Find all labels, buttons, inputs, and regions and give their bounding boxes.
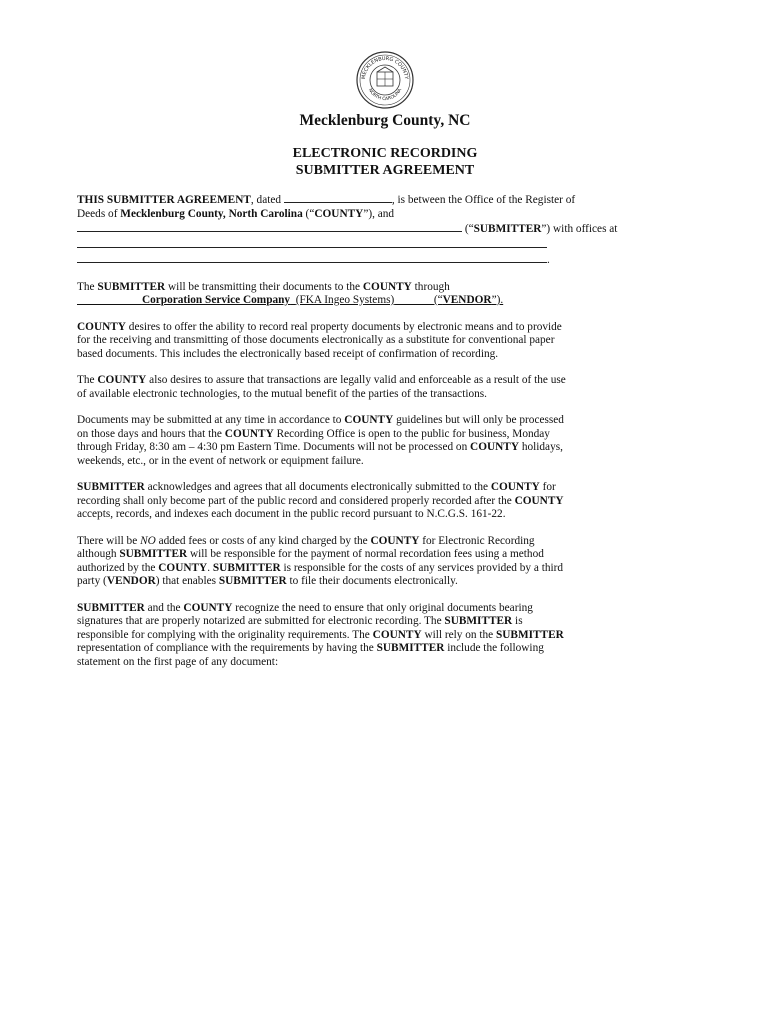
paragraph-originality: SUBMITTER and the COUNTY recognize the need to ensure that only original documents bearing signatures that are properly notarized are submitted for electronic recording. The SUBMITTER is responsible for complying with the originality requirements. The COUNTY will rely on the SUBMITTER representation of compliance with the requirements by having the SUBMITTER include the following statement on the first page of any document: — [77, 601, 564, 668]
paragraph-purpose: COUNTY desires to offer the ability to record real property documents by electronic means and to provide for the receiving and transmitting of those documents electronically as a substitute for conventional paper based documents. This includes the electronically based receipt of confirmation of recording. — [77, 320, 562, 360]
county-seal-icon — [355, 50, 415, 110]
paragraph-hours: Documents may be submitted at any time in accordance to COUNTY guidelines but will only be processed on those days and hours that the COUNTY Recording Office is open to the public for business, Monday through Friday, 8:30 am – 4:30 pm Eastern Time. Documents will not be processed on COUNTY holidays, weekends, etc., or in the event of network or equipment failure. — [77, 414, 564, 467]
document-title-line-1: ELECTRONIC RECORDING — [292, 146, 478, 161]
paragraph-fees: There will be NO added fees or costs of any kind charged by the COUNTY for Electronic Recording although SUBMITTER will be responsible for the payment of normal recordation fees using a method authorized by the COUNTY. SUBMITTER is responsible for the costs of any services provided by a third party (VENDOR) that enables SUBMITTER to file their documents electronically. — [77, 534, 564, 587]
county-title: Mecklenburg County, NC — [299, 112, 471, 129]
paragraph-acknowledgement: SUBMITTER acknowledges and agrees that all documents electronically submitted to the COUNTY for recording shall only become part of the public record and considered properly recorded after the COUNTY accepts, records, and indexes each document in the public record pursuant to N.C.G.S. 161-22. — [77, 481, 564, 520]
vendor-company: Corporation Service Company — [141, 294, 291, 306]
intro-paragraph: THIS SUBMITTER AGREEMENT, dated , is between the Office of the Register of Deeds of Mecklenburg County, North Carolina (“COUNTY”), and (“SUBMITTER”) with offices at . — [77, 194, 618, 266]
seal-text-top: MECKLENBURG COUNTY — [360, 55, 410, 80]
submitter-name-field[interactable] — [77, 221, 462, 232]
submitter-address-field-2[interactable] — [77, 252, 547, 263]
seal-text-bottom: NORTH CAROLINA — [366, 88, 404, 103]
vendor-paragraph: The SUBMITTER will be transmitting their documents to the COUNTY through Corporation Service Company (FKA Ingeo Systems) (“VENDOR”). — [77, 281, 702, 308]
date-field[interactable] — [284, 192, 392, 203]
submitter-address-field-1[interactable] — [77, 237, 547, 248]
paragraph-validity: The COUNTY also desires to assure that transactions are legally valid and enforceable as a result of the use of available electronic technologies, to the mutual benefit of the parties of the transactions. — [77, 374, 566, 400]
document-title-line-2: SUBMITTER AGREEMENT — [295, 163, 475, 178]
agreement-lead: THIS SUBMITTER AGREEMENT — [77, 194, 251, 206]
agreement-body — [77, 192, 702, 682]
county-name: Mecklenburg County, North Carolina — [120, 207, 303, 220]
document-title — [0, 145, 770, 179]
vendor-name-field: Corporation Service Company (FKA Ingeo Systems) (“VENDOR”). — [141, 294, 504, 306]
